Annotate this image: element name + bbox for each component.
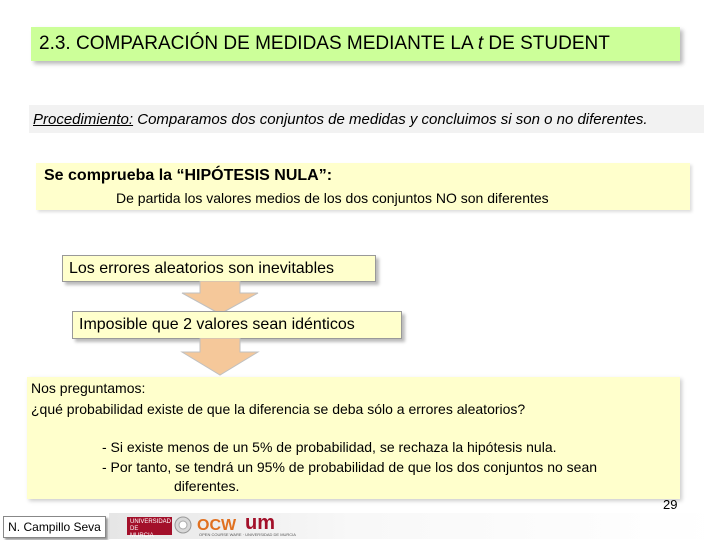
down-arrow-icon (180, 338, 260, 376)
step-random-errors: Los errores aleatorios son inevitables (62, 255, 376, 282)
step-identical-values: Imposible que 2 valores sean idénticos (72, 311, 402, 339)
bullet-conclusion-cont: diferentes. (174, 478, 240, 494)
um-logo: um (245, 512, 275, 534)
page-number: 29 (663, 497, 678, 512)
slide-title-box (31, 27, 680, 61)
hypothesis-box (36, 163, 690, 210)
bullet-reject: - Si existe menos de un 5% de probabilidad, se rechaza la hipótesis nula. (102, 439, 557, 455)
procedure-box (29, 105, 704, 133)
ocw-logo (197, 515, 243, 533)
author-label: N. Campillo Seva (3, 516, 106, 538)
question-box (27, 377, 680, 499)
question-intro: Nos preguntamos: (31, 380, 146, 396)
hypothesis-text: De partida los valores medios de los dos conjuntos NO son diferentes (116, 190, 549, 206)
question-text: ¿qué probabilidad existe de que la diferencia se deba sólo a errores aleatorios? (31, 401, 526, 417)
hypothesis-heading: Se comprueba la “HIPÓTESIS NULA”: (44, 167, 333, 184)
ocw-subtitle: OPEN COURSE WARE · UNIVERSIDAD DE MURCIA (199, 532, 296, 537)
procedure-text: Comparamos dos conjuntos de medidas y concluimos si son o no diferentes. (133, 110, 648, 128)
slide-title: 2.3. COMPARACIÓN DE MEDIDAS MEDIANTE LA t DE STUDENT (39, 33, 610, 54)
university-logo: UNIVERSIDAD DE MURCIA (127, 517, 172, 535)
ocw-logo-text: OCW (197, 517, 237, 533)
bullet-conclusion: - Por tanto, se tendrá un 95% de probabilidad de que los dos conjuntos no sean (102, 459, 598, 475)
down-arrow-icon (180, 281, 260, 315)
seal-icon (174, 516, 192, 534)
procedure-label: Procedimiento: (33, 110, 134, 128)
